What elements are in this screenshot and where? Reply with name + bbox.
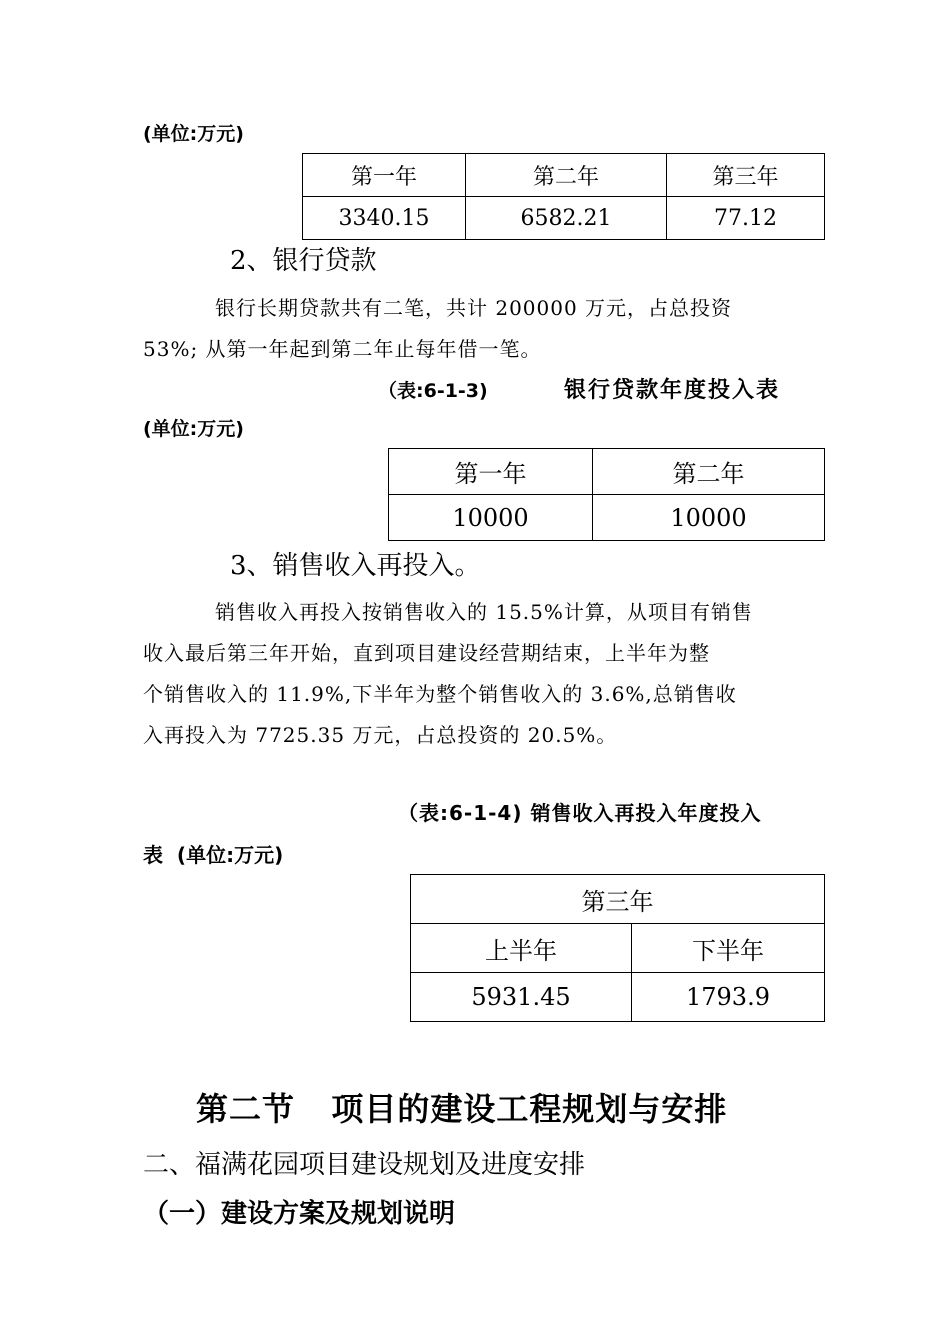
table-cell: 6582.21 bbox=[466, 197, 667, 240]
subsection-heading: 二、福满花园项目建设规划及进度安排 bbox=[143, 1150, 586, 1180]
table-row bbox=[411, 875, 825, 924]
sales-reinvest-line: 个销售收入的 11.9%,下半年为整个销售收入的 3.6%,总销售收 bbox=[143, 682, 737, 706]
table-row bbox=[303, 154, 825, 197]
table-cell: 5931.45 bbox=[411, 973, 632, 1022]
sales-reinvest-line: 销售收入再投入按销售收入的 15.5%计算，从项目有销售 bbox=[215, 600, 753, 624]
table-header-cell: 第一年 bbox=[389, 449, 593, 495]
table-bank-loan bbox=[388, 448, 825, 541]
bank-loan-heading: 2、银行贷款 bbox=[230, 246, 377, 276]
table-cell: 10000 bbox=[593, 495, 825, 541]
table-row bbox=[411, 924, 825, 973]
table-header-cell: 下半年 bbox=[632, 924, 825, 973]
table-number-6-1-3: （表:6-1-3) bbox=[378, 380, 488, 402]
sales-reinvest-heading: 3、销售收入再投入。 bbox=[230, 551, 481, 581]
table-sales-reinvest bbox=[410, 874, 825, 1022]
table-row bbox=[303, 197, 825, 240]
bank-loan-table-title: 银行贷款年度投入表 bbox=[564, 378, 781, 403]
sales-reinvest-line: 收入最后第三年开始，直到项目建设经营期结束，上半年为整 bbox=[143, 641, 710, 665]
table-row bbox=[389, 449, 825, 495]
table-header-cell: 第二年 bbox=[466, 154, 667, 197]
table-caption-6-1-4-line1: （表:6-1-4) 销售收入再投入年度投入 bbox=[398, 801, 762, 825]
bank-loan-para-line1: 银行长期贷款共有二笔，共计 200000 万元，占总投资 bbox=[215, 296, 733, 320]
table-header-cell: 第三年 bbox=[667, 154, 825, 197]
unit-label-top: (单位:万元) bbox=[143, 123, 244, 145]
table-header-cell: 第二年 bbox=[593, 449, 825, 495]
table-header-cell: 第三年 bbox=[411, 875, 825, 924]
table-annual-investment bbox=[302, 153, 825, 240]
section-title: 第二节 项目的建设工程规划与安排 bbox=[196, 1090, 728, 1128]
table-header-cell: 第一年 bbox=[303, 154, 466, 197]
unit-label-bank: (单位:万元) bbox=[143, 418, 244, 440]
table-row bbox=[389, 495, 825, 541]
table-cell: 10000 bbox=[389, 495, 593, 541]
table-cell: 3340.15 bbox=[303, 197, 466, 240]
table-header-cell: 上半年 bbox=[411, 924, 632, 973]
table-row bbox=[411, 973, 825, 1022]
table-cell: 77.12 bbox=[667, 197, 825, 240]
subsection-heading-bold: （一）建设方案及规划说明 bbox=[143, 1199, 456, 1229]
table-cell: 1793.9 bbox=[632, 973, 825, 1022]
bank-loan-para-line2: 53%; 从第一年起到第二年止每年借一笔。 bbox=[143, 337, 542, 361]
table-caption-6-1-4-line2: 表 (单位:万元) bbox=[143, 843, 284, 867]
sales-reinvest-line: 入再投入为 7725.35 万元，占总投资的 20.5%。 bbox=[143, 723, 618, 747]
